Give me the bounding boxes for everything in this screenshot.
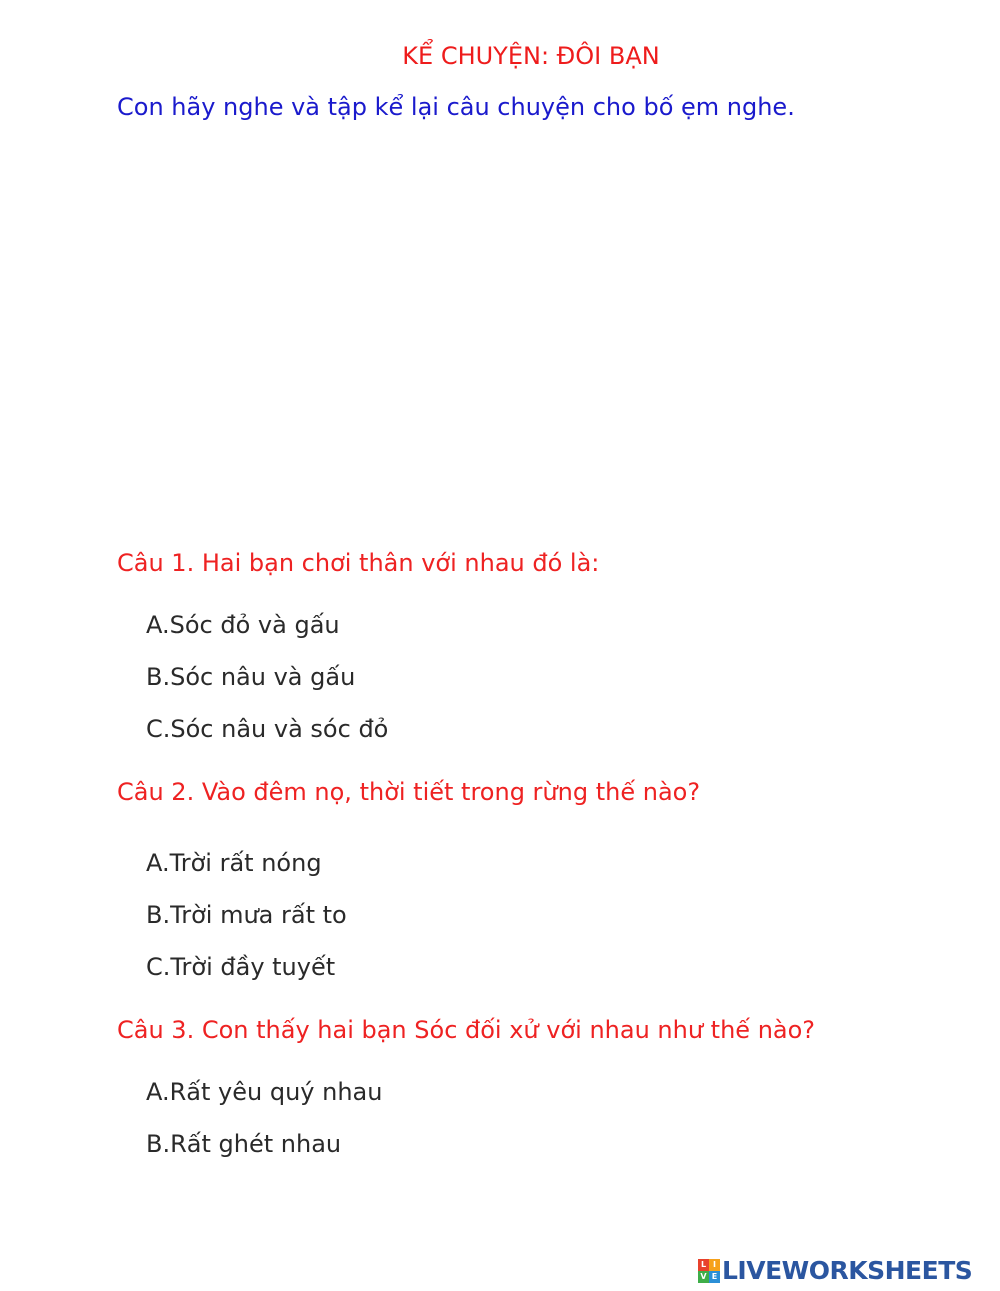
answer-text: Trời mưa rất to [170, 901, 347, 929]
answer-letter: B. [146, 663, 171, 691]
answer-text: Sóc đỏ và gấu [169, 611, 340, 639]
page-title: KỂ CHUYỆN: ĐÔI BẠN [402, 42, 660, 70]
answer-text: Rất ghét nhau [170, 1130, 342, 1158]
logo-icon-letter: V [698, 1271, 709, 1283]
instruction-text: Con hãy nghe và tập kể lại câu chuyện cho bố ẹm nghe. [117, 93, 795, 121]
answer-letter: B. [146, 1130, 171, 1158]
answer-letter: B. [146, 901, 171, 929]
logo-icon-letter: E [709, 1271, 720, 1283]
answer-text: Trời rất nóng [169, 849, 322, 877]
answer-letter: A. [146, 611, 170, 639]
question-3: Câu 3. Con thấy hai bạn Sóc đối xử với nhau như thế nào? [117, 1016, 816, 1044]
logo-icon-letter: L [698, 1259, 709, 1271]
answer-letter: C. [146, 953, 171, 981]
answer-3a[interactable] [146, 1076, 382, 1108]
answer-1a[interactable] [146, 609, 340, 641]
question-2: Câu 2. Vào đêm nọ, thời tiết trong rừng thế nào? [117, 778, 701, 806]
answer-letter: A. [146, 849, 170, 877]
liveworksheets-logo [698, 1256, 972, 1286]
answer-1c[interactable] [146, 713, 388, 745]
answer-text: Sóc nâu và sóc đỏ [170, 715, 389, 743]
answer-text: Sóc nâu và gấu [170, 663, 356, 691]
liveworksheets-logo-text: LIVEWORKSHEETS [722, 1256, 973, 1285]
answer-letter: C. [146, 715, 171, 743]
logo-icon-letter: I [709, 1259, 720, 1271]
answer-letter: A. [146, 1078, 170, 1106]
answer-2a[interactable] [146, 847, 322, 879]
liveworksheets-logo-icon [698, 1259, 720, 1283]
question-1: Câu 1. Hai bạn chơi thân với nhau đó là: [117, 549, 600, 577]
answer-text: Rất yêu quý nhau [169, 1078, 383, 1106]
answer-1b[interactable] [146, 661, 355, 693]
answer-2c[interactable] [146, 951, 335, 983]
answer-3b[interactable] [146, 1128, 341, 1160]
answer-2b[interactable] [146, 899, 347, 931]
answer-text: Trời đầy tuyết [170, 953, 336, 981]
